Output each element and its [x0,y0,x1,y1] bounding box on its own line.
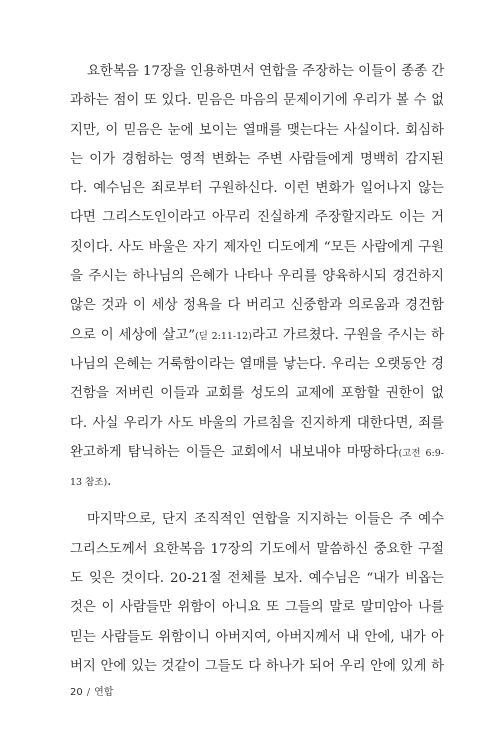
text-line [70,467,444,496]
text-line: 도 잊은 것이다. 20-21절 전체를 보자. 예수님은 “내가 비옵는 [70,571,444,587]
text-line: 건함을 저버린 이들과 교회를 성도의 교제에 포함할 권한이 없 [70,386,444,402]
text-line [70,438,444,467]
text-segment: 라고 가르쳤다. 구원을 주시는 하 [251,327,444,343]
text-line: 다. 예수님은 죄로부터 구원하신다. 이런 변화가 일어나지 않는 [70,181,444,197]
paragraph-gap [70,496,444,505]
scripture-reference: 13 참조) [70,477,108,489]
text-line: 버지 안에 있는 것같이 그들도 다 하나가 되어 우리 안에 있게 하 [70,658,444,674]
text-line: 그리스도께서 요한복음 17장의 기도에서 말씀하신 중요한 구절 [70,541,444,557]
running-title: 연합 [94,687,114,698]
text-line: 것은 이 사람들만 위함이 아니요 또 그들의 말로 말미암아 나를 [70,600,444,616]
text-line: 는 이가 경험하는 영적 변화는 주변 사람들에게 명백히 감지된 [70,151,444,167]
text-line: 마지막으로, 단지 조직적인 연합을 지지하는 이들은 주 예수 [87,512,444,528]
footer-separator: / [86,687,91,698]
scripture-reference: (고전 6:9- [398,447,444,459]
text-line: 나님의 은혜는 거룩함이라는 열매를 낳는다. 우리는 오랫동안 경 [70,356,444,372]
text-line: 믿는 사람들도 위함이니 아버지여, 아버지께서 내 안에, 내가 아 [70,629,444,645]
text-segment: 완고하게 탐닉하는 이들은 교회에서 내보내야 마땅하다 [70,444,399,460]
body-text [70,57,444,681]
text-line: 요한복음 17장을 인용하면서 연합을 주장하는 이들이 종종 간 [87,64,445,79]
scripture-reference: (딛 2:11-12) [195,330,252,342]
text-line: 다. 사실 우리가 사도 바울의 가르침을 진지하게 대한다면, 죄를 [70,415,444,431]
page-footer [70,683,113,698]
text-line: 다면 그리스도인이라고 아무리 진실하게 주장할지라도 이는 거 [70,210,444,226]
page-number: 20 [70,687,83,698]
text-line [70,321,444,350]
text-line: 을 주시는 하나님의 은혜가 나타나 우리를 양육하시되 경건하지 [70,269,444,285]
text-line: 지만, 이 믿음은 눈에 보이는 열매를 맺는다는 사실이다. 회심하 [70,122,444,138]
text-line: 과하는 점이 또 있다. 믿음은 마음의 문제이기에 우리가 볼 수 없 [70,93,444,109]
text-line: 않은 것과 이 세상 정욕을 다 버리고 신중함과 의로움과 경건함 [70,298,444,314]
text-segment: . [107,474,112,490]
text-line: 짓이다. 사도 바울은 자기 제자인 디도에게 “모든 사람에게 구원 [70,239,444,255]
text-segment: 으로 이 세상에 살고” [70,327,196,343]
